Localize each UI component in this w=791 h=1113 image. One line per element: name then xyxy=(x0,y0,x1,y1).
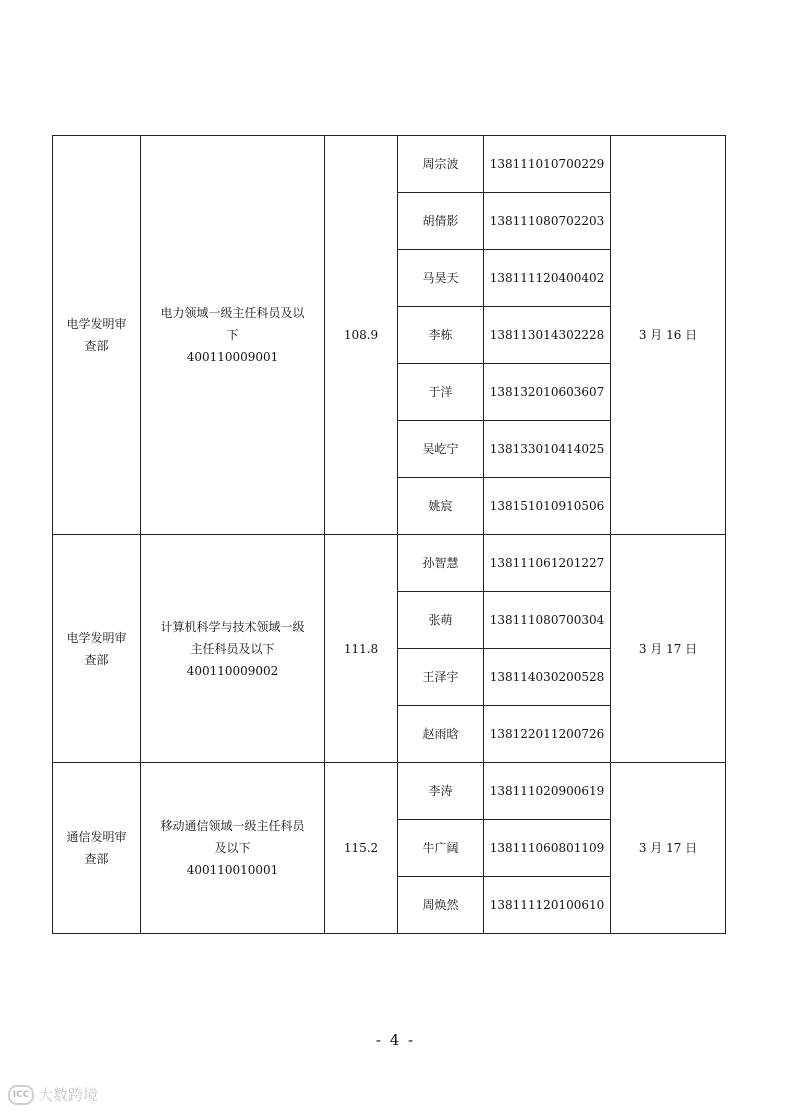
position-title-cont: 主任科员及以下 xyxy=(190,641,275,656)
position-code: 400110009001 xyxy=(186,350,279,364)
candidate-name: 胡倩影 xyxy=(398,193,484,250)
candidate-id: 138114030200528 xyxy=(484,649,611,706)
candidate-name: 王泽宇 xyxy=(398,649,484,706)
candidate-name: 周焕然 xyxy=(398,877,484,934)
candidate-name: 牛广阔 xyxy=(398,820,484,877)
table-row xyxy=(53,535,726,592)
department-cell: 通信发明审 查部 xyxy=(53,763,141,934)
candidate-id: 138111080700304 xyxy=(484,592,611,649)
table-body xyxy=(53,136,726,934)
position-cell xyxy=(141,136,325,535)
candidate-table xyxy=(52,135,726,934)
watermark xyxy=(8,1084,98,1105)
score-cell: 108.9 xyxy=(325,136,398,535)
position-cell xyxy=(141,535,325,763)
candidate-id: 138133010414025 xyxy=(484,421,611,478)
candidate-id: 138113014302228 xyxy=(484,307,611,364)
candidate-id: 138111120100610 xyxy=(484,877,611,934)
candidate-id: 138151010910506 xyxy=(484,478,611,535)
candidate-id: 138111120400402 xyxy=(484,250,611,307)
candidate-name: 赵雨晗 xyxy=(398,706,484,763)
candidate-name: 李栋 xyxy=(398,307,484,364)
department-cell: 电学发明审 查部 xyxy=(53,136,141,535)
watermark-logo-icon: ICC xyxy=(8,1085,34,1105)
position-title-cont: 下 xyxy=(226,328,239,342)
candidate-id: 138132010603607 xyxy=(484,364,611,421)
candidate-name: 孙智慧 xyxy=(398,535,484,592)
candidate-id: 138122011200726 xyxy=(484,706,611,763)
interview-date: 3 月 16 日 xyxy=(611,136,726,535)
position-title: 计算机科学与技术领域一级 xyxy=(160,619,305,634)
candidate-name: 马昊天 xyxy=(398,250,484,307)
position-cell xyxy=(141,763,325,934)
interview-date: 3 月 17 日 xyxy=(611,763,726,934)
candidate-id: 138111020900619 xyxy=(484,763,611,820)
candidate-id: 138111080702203 xyxy=(484,193,611,250)
candidate-id: 138111060801109 xyxy=(484,820,611,877)
candidate-name: 张萌 xyxy=(398,592,484,649)
candidate-name: 姚宸 xyxy=(398,478,484,535)
position-title: 电力领域一级主任科员及以 xyxy=(160,306,305,320)
candidate-name: 李涛 xyxy=(398,763,484,820)
candidate-name: 周宗波 xyxy=(398,136,484,193)
candidate-name: 于洋 xyxy=(398,364,484,421)
table-row xyxy=(53,763,726,820)
department-cell: 电学发明审 查部 xyxy=(53,535,141,763)
candidate-id: 138111061201227 xyxy=(484,535,611,592)
position-code: 400110010001 xyxy=(186,863,279,877)
position-code: 400110009002 xyxy=(186,663,279,678)
table-row xyxy=(53,136,726,193)
position-title: 移动通信领域一级主任科员 xyxy=(160,819,305,833)
interview-date: 3 月 17 日 xyxy=(611,535,726,763)
watermark-text: 大数跨境 xyxy=(38,1086,99,1104)
page-number: - 4 - xyxy=(375,1031,416,1049)
position-title-cont: 及以下 xyxy=(214,841,251,855)
score-cell: 115.2 xyxy=(325,763,398,934)
score-cell: 111.8 xyxy=(325,535,398,763)
candidate-name: 吴屹宁 xyxy=(398,421,484,478)
candidate-id: 138111010700229 xyxy=(484,136,611,193)
